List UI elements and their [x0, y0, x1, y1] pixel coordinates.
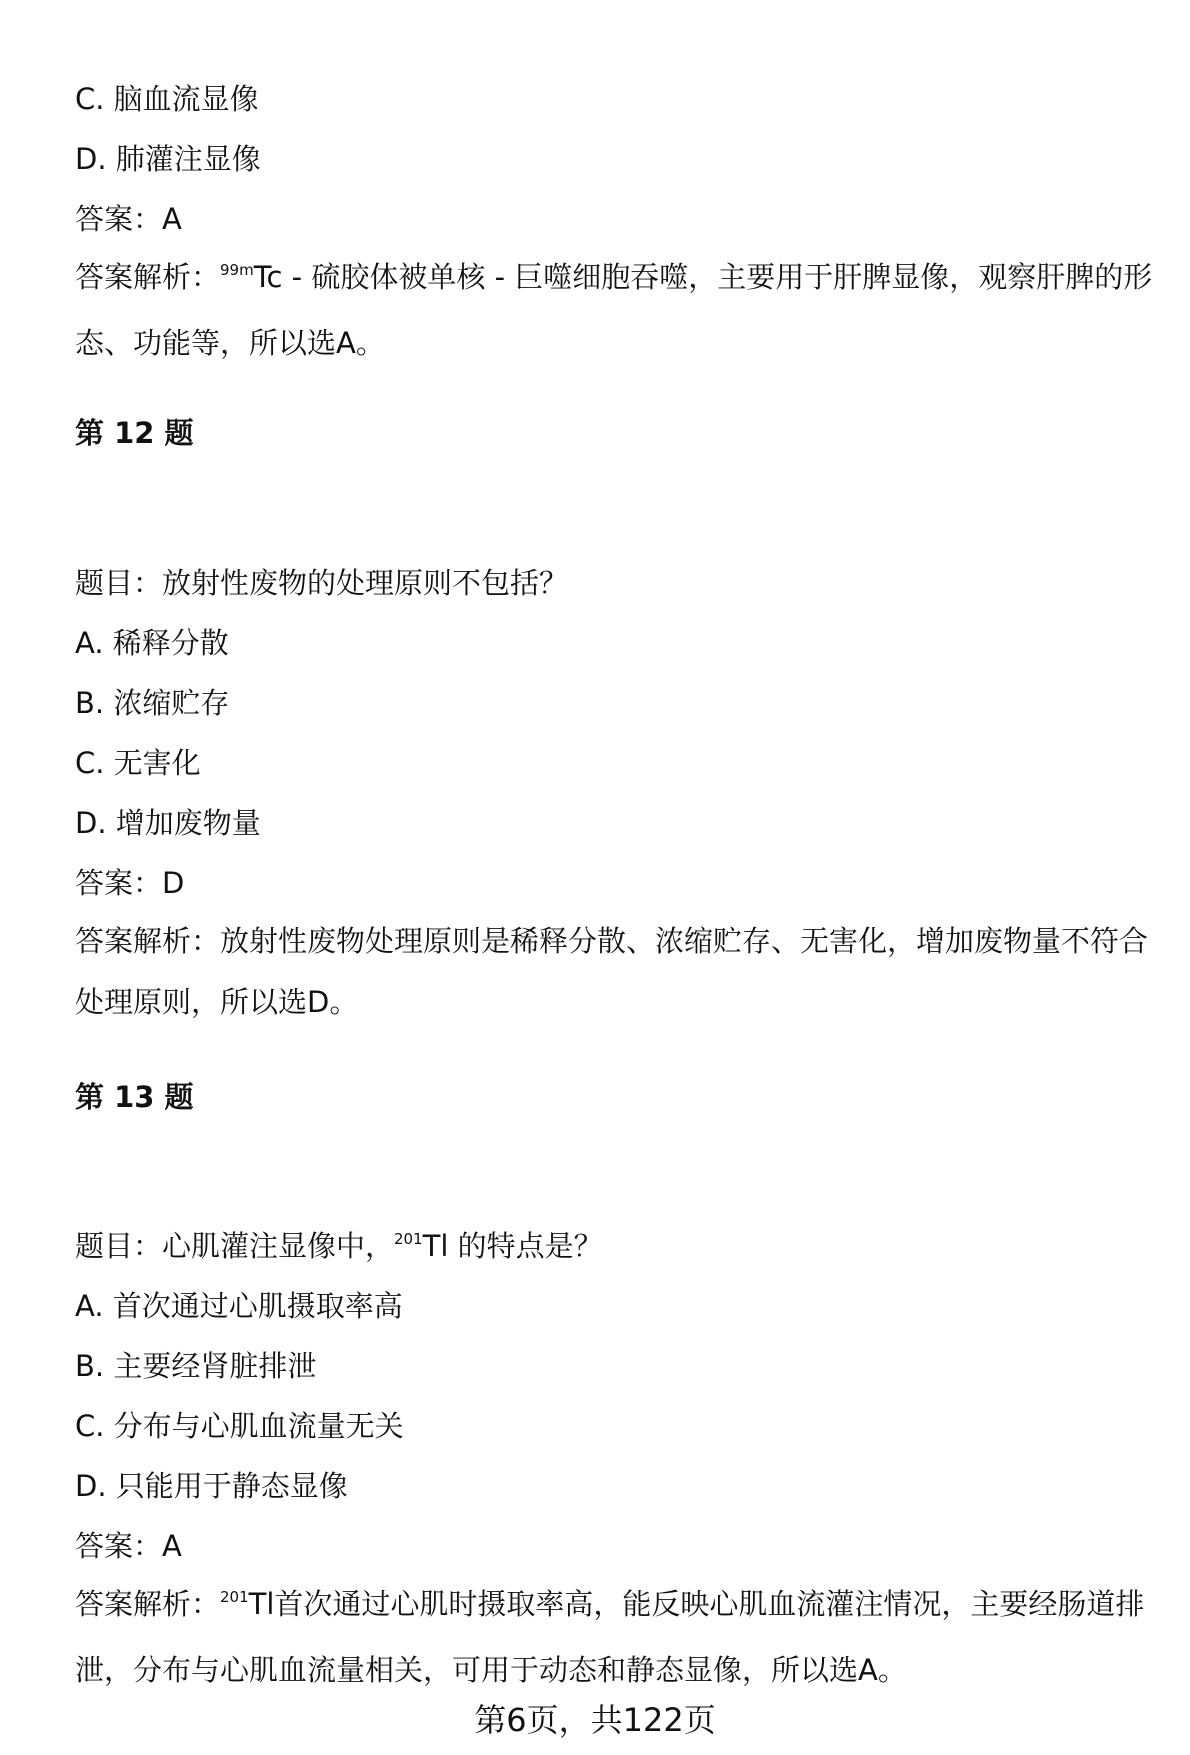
q12-option-d: D. 增加废物量 [75, 806, 261, 840]
q11-option-d: D. 肺灌注显像 [75, 142, 261, 176]
q13-answer: 答案：A [75, 1529, 182, 1563]
q13-analysis-text: Tl首次通过心肌时摄取率高，能反映心肌血流灌注情况，主要经肠道排泄，分布与心肌血流量相关，可用于动态和静态显像，所以选A。 [75, 1587, 1145, 1687]
q11-analysis-isotope: 99m [220, 261, 254, 279]
q13-option-c: C. 分布与心肌血流量无关 [75, 1409, 404, 1443]
q13-option-d: D. 只能用于静态显像 [75, 1469, 348, 1503]
q13-heading: 第 13 题 [75, 1080, 194, 1114]
q12-option-a: A. 稀释分散 [75, 626, 229, 660]
page-number-footer: 第6页，共122页 [474, 1701, 716, 1739]
q13-question-prefix: 题目：心肌灌注显像中， [75, 1229, 395, 1263]
q13-question-suffix: Tl 的特点是？ [422, 1229, 603, 1263]
q13-question-isotope: 201 [394, 1230, 423, 1248]
q13-question [75, 1226, 1162, 1271]
q12-option-c: C. 无害化 [75, 746, 201, 780]
q12-answer: 答案：D [75, 866, 185, 900]
q11-analysis-label: 答案解析： [75, 260, 221, 294]
q11-analysis-text: Tc - 硫胶体被单核 - 巨噬细胞吞噬，主要用于肝脾显像，观察肝脾的形态、功能等，所以选A。 [75, 260, 1153, 360]
q12-option-b: B. 浓缩贮存 [75, 686, 230, 720]
q13-analysis [75, 1574, 1165, 1701]
q11-analysis [75, 247, 1165, 374]
q13-option-b: B. 主要经肾脏排泄 [75, 1349, 317, 1383]
q13-analysis-label: 答案解析： [75, 1587, 221, 1621]
q12-question: 题目：放射性废物的处理原则不包括？ [75, 566, 569, 600]
q13-option-a: A. 首次通过心肌摄取率高 [75, 1289, 403, 1323]
q11-answer: 答案：A [75, 202, 182, 236]
q12-heading: 第 12 题 [75, 416, 194, 450]
q12-analysis: 答案解析：放射性废物处理原则是稀释分散、浓缩贮存、无害化，增加废物量不符合处理原则，所以选D。 [75, 924, 1149, 1019]
q13-analysis-isotope: 201 [220, 1588, 249, 1606]
q11-option-c: C. 脑血流显像 [75, 82, 259, 116]
